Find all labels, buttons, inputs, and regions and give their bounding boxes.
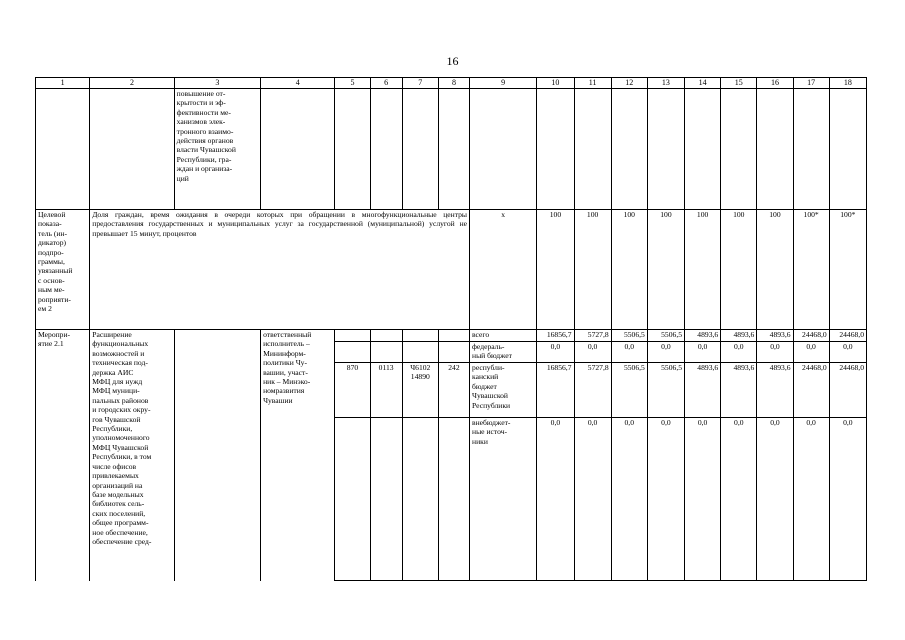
value-cell: 24468,0 [829,363,866,418]
header-cell: 16 [757,78,793,89]
value-cell: 5506,5 [647,363,684,418]
value-cell: 5506,5 [611,330,647,342]
header-cell: 15 [721,78,757,89]
value-cell: 0,0 [829,418,866,581]
indicator-value: 100 [757,210,793,330]
header-cell: 1 [36,78,90,89]
value-cell: 0,0 [611,418,647,581]
indicator-text: Доля граждан, время ожидания в очереди которых при обращении в многофункциональные центры предоставления государственных и муниципальных услуг за государственной (муниципальной) услугой не превышает 15 минут, процентов [90,210,470,330]
code-cell: 870 [335,363,370,418]
value-cell: 5727,8 [574,363,611,418]
page-number: 16 [446,54,459,68]
code-cell: Ч6102 14890 [402,363,438,418]
value-cell: 0,0 [685,418,721,581]
header-cell: 8 [438,78,469,89]
value-cell: 4893,6 [721,330,757,342]
indicator-value: 100 [611,210,647,330]
indicator-value: 100 [574,210,611,330]
value-cell: 0,0 [793,342,829,363]
value-cell: 0,0 [757,418,793,581]
program-table [35,77,867,581]
header-cell: 11 [574,78,611,89]
indicator-x: x [470,210,537,330]
source-label: внебюджет- ные источ- ники [470,418,537,581]
indicator-value: 100 [721,210,757,330]
indicator-value: 100 [647,210,684,330]
header-cell: 13 [647,78,684,89]
value-cell: 16856,7 [537,330,574,342]
event-label: Меропри- ятие 2.1 [36,330,90,581]
indicator-label: Целевой показа- тель (ин- дикатор) подпро- граммы, увязанный с основ- ным ме- роприяти- ем 2 [36,210,90,330]
value-cell: 24468,0 [793,330,829,342]
value-cell: 0,0 [574,418,611,581]
continuation-row [36,89,867,210]
header-cell: 17 [793,78,829,89]
header-cell: 14 [685,78,721,89]
value-cell: 5506,5 [647,330,684,342]
code-cell: 0113 [370,363,402,418]
value-cell: 0,0 [721,342,757,363]
event-name: Расширение функциональных возможностей и техническая под- держка АИС МФЦ для нужд МФЦ муници- пальных районов и городских окру- гов Чувашской Республики, уполномоченного МФЦ Чувашской Республики, в том числе офисов привлекаемых организаций на базе модельных библиотек сель- ских поселений, общее программ- ное обеспечение, обеспечение сред- [90,330,174,581]
value-cell: 0,0 [611,342,647,363]
header-cell: 5 [335,78,370,89]
indicator-value: 100 [537,210,574,330]
header-cell: 10 [537,78,574,89]
value-cell: 0,0 [537,418,574,581]
indicator-row [36,210,867,330]
value-cell: 4893,6 [757,363,793,418]
value-cell: 0,0 [574,342,611,363]
header-cell: 18 [829,78,866,89]
indicator-value: 100* [793,210,829,330]
header-cell: 2 [90,78,174,89]
header-cell: 3 [174,78,260,89]
value-cell: 0,0 [757,342,793,363]
header-cell: 12 [611,78,647,89]
source-label: республи- канский бюджет Чувашской Республики [470,363,537,418]
event-executor: ответственный исполнитель – Мининформ- политики Чу- вашии, участ- ник – Минэко- номразвития Чувашии [261,330,335,581]
header-cell: 6 [370,78,402,89]
indicator-value: 100 [685,210,721,330]
value-cell: 4893,6 [685,330,721,342]
value-cell: 5727,8 [574,330,611,342]
header-cell: 7 [402,78,438,89]
indicator-value: 100* [829,210,866,330]
value-cell: 0,0 [647,418,684,581]
goal-text: повышение от- крытости и эф- фективности ме- ханизмов элек- тронного взаимо- действия органов власти Чувашской Республики, гра- ждан и организа- ций [174,89,260,210]
value-cell: 0,0 [685,342,721,363]
value-cell: 0,0 [647,342,684,363]
value-cell: 24468,0 [793,363,829,418]
source-label: федераль- ный бюджет [470,342,537,363]
value-cell: 4893,6 [757,330,793,342]
value-cell: 0,0 [721,418,757,581]
value-cell: 5506,5 [611,363,647,418]
value-cell: 0,0 [793,418,829,581]
value-cell: 0,0 [829,342,866,363]
value-cell: 16856,7 [537,363,574,418]
value-cell: 4893,6 [685,363,721,418]
value-cell: 4893,6 [721,363,757,418]
event-row-total [36,330,867,342]
header-row [36,78,867,89]
value-cell: 0,0 [537,342,574,363]
header-cell: 9 [470,78,537,89]
value-cell: 24468,0 [829,330,866,342]
code-cell: 242 [438,363,469,418]
source-label: всего [470,330,537,342]
header-cell: 4 [261,78,335,89]
